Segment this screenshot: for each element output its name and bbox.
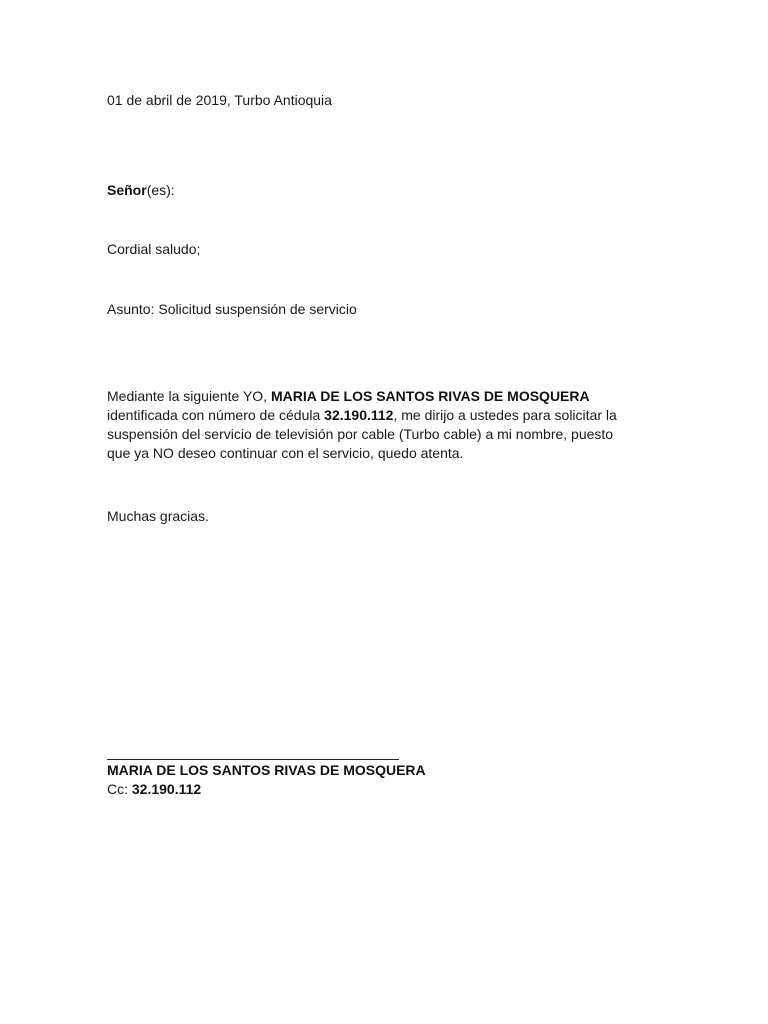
salutation — [107, 181, 175, 200]
body-line-4: que ya NO deseo continuar con el servicio, quedo atenta. — [107, 445, 464, 461]
body-line-2 — [107, 406, 647, 425]
signature-name: MARIA DE LOS SANTOS RIVAS DE MOSQUERA — [107, 762, 426, 778]
body-line-1 — [107, 387, 647, 406]
date-place: 01 de abril de 2019, Turbo Antioquia — [107, 92, 332, 108]
signature-cc — [107, 780, 201, 799]
body-line-2-post: , me dirijo a ustedes para solicitar la — [393, 407, 617, 423]
closing: Muchas gracias. — [107, 508, 209, 524]
salutation-rest: (es): — [146, 182, 175, 198]
body-line-1-text: Mediante la siguiente YO, — [107, 388, 271, 404]
body-line-2-text: identificada con número de cédula — [107, 407, 325, 423]
body-name: MARIA DE LOS SANTOS RIVAS DE MOSQUERA — [270, 388, 590, 404]
greeting: Cordial saludo; — [107, 241, 201, 257]
salutation-bold: Señor — [107, 182, 147, 198]
cc-label: Cc: — [107, 781, 132, 797]
signature-line — [107, 759, 399, 760]
cc-number: 32.190.112 — [131, 781, 202, 797]
body-paragraph — [107, 387, 647, 463]
subject: Asunto: Solicitud suspensión de servicio — [107, 301, 357, 317]
body-id-number: 32.190.112 — [324, 407, 394, 423]
body-line-3: suspensión del servicio de televisión por cable (Turbo cable) a mi nombre, puesto — [107, 426, 614, 442]
